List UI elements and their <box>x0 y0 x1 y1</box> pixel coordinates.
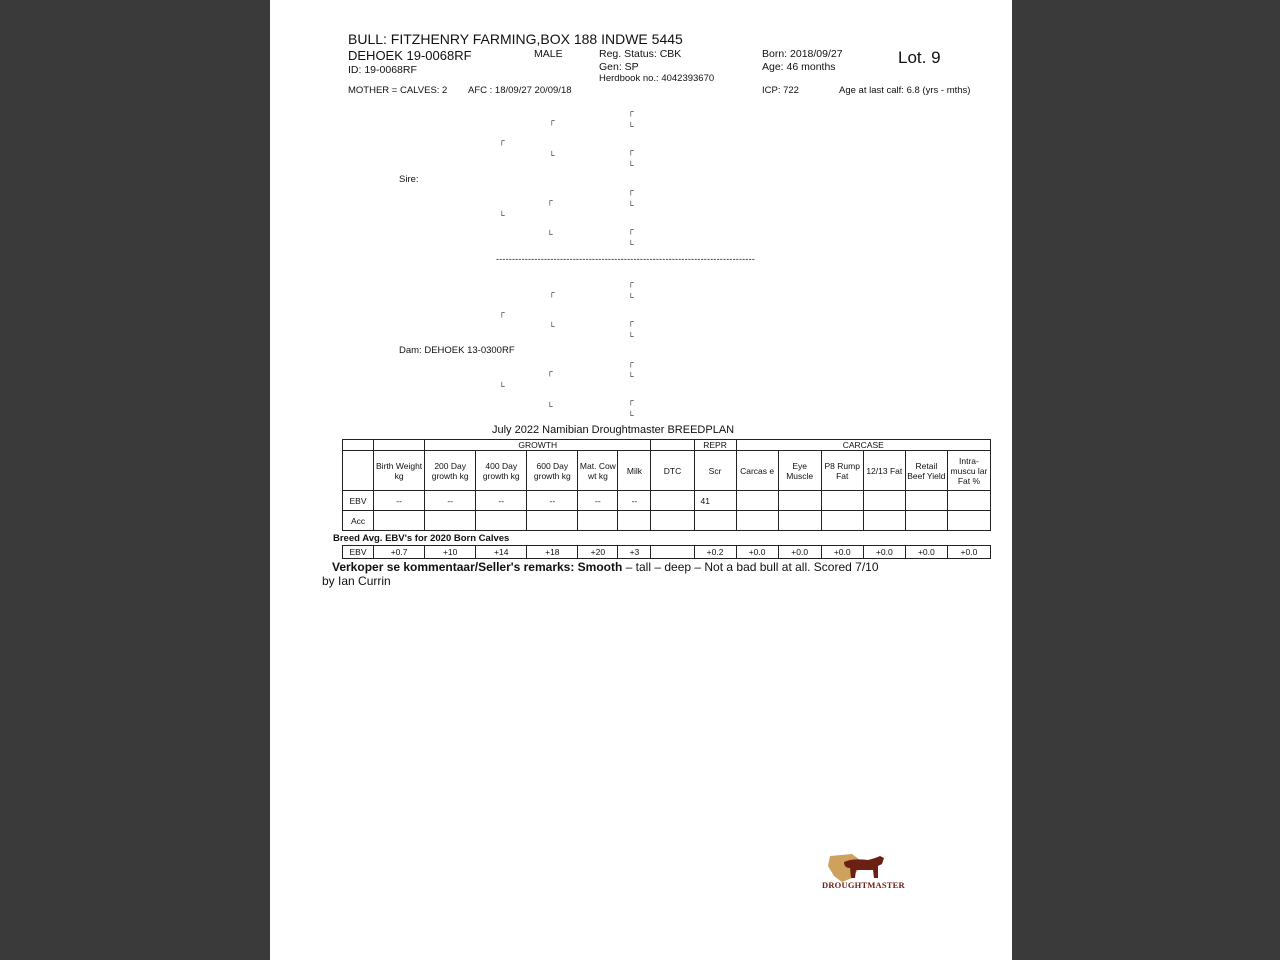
pedigree-bracket: └ <box>547 402 553 411</box>
pedigree-bracket: └ <box>499 211 505 220</box>
ebv-row <box>343 491 991 511</box>
acc-cell <box>947 511 990 531</box>
pedigree-bracket: └ <box>549 322 555 331</box>
pedigree-bracket: ┌ <box>628 186 634 195</box>
breed-avg-table <box>342 545 991 559</box>
pedigree-bracket: ┌ <box>628 358 634 367</box>
avg-cell: +0.0 <box>863 546 905 559</box>
col-header: Intra-muscu lar Fat % <box>947 451 990 491</box>
bull-sex: MALE <box>534 48 563 60</box>
col-header: 400 Day growth kg <box>476 451 527 491</box>
pedigree-bracket: ┌ <box>628 146 634 155</box>
acc-cell <box>863 511 905 531</box>
age-last-calf: Age at last calf: 6.8 (yrs - mths) <box>839 85 971 96</box>
pedigree-bracket: ┌ <box>628 278 634 287</box>
pedigree-bracket: └ <box>549 151 555 160</box>
afc-dates: AFC : 18/09/27 20/09/18 <box>468 85 572 96</box>
avg-cell: +0.0 <box>821 546 863 559</box>
ebv-cell <box>905 491 947 511</box>
born-date: Born: 2018/09/27 <box>762 48 843 60</box>
breed-avg-title: Breed Avg. EBV's for 2020 Born Calves <box>333 533 510 544</box>
acc-cell <box>425 511 476 531</box>
herdbook-number: Herdbook no.: 4042393670 <box>599 73 715 84</box>
col-header: Eye Muscle <box>778 451 821 491</box>
empty-cell <box>374 440 425 451</box>
ebv-cell: 41 <box>694 491 736 511</box>
col-header: Retail Beef Yield <box>905 451 947 491</box>
ebv-cell: -- <box>578 491 618 511</box>
breedplan-title: July 2022 Namibian Droughtmaster BREEDPLAN <box>492 424 735 436</box>
pedigree-bracket: └ <box>499 382 505 391</box>
pedigree-bracket: ┌ <box>547 196 553 205</box>
col-header: DTC <box>651 451 694 491</box>
avg-cell: +20 <box>578 546 618 559</box>
ebv-cell <box>778 491 821 511</box>
reg-status: Reg. Status: CBK <box>599 48 682 60</box>
bull-owner-line: BULL: FITZHENRY FARMING,BOX 188 INDWE 5445 <box>348 31 683 47</box>
acc-cell <box>694 511 736 531</box>
dam-label: Dam: DEHOEK 13-0300RF <box>399 345 515 356</box>
avg-cell: +0.0 <box>778 546 821 559</box>
avg-cell: +3 <box>618 546 651 559</box>
acc-cell <box>578 511 618 531</box>
avg-cell <box>651 546 694 559</box>
col-header: 600 Day growth kg <box>527 451 578 491</box>
ebv-cell: -- <box>527 491 578 511</box>
ebv-cell: -- <box>374 491 425 511</box>
group-header-row <box>343 440 991 451</box>
ebv-cell: -- <box>476 491 527 511</box>
pedigree-bracket: ┌ <box>628 225 634 234</box>
ebv-cell: -- <box>425 491 476 511</box>
pedigree-bracket: ┌ <box>628 317 634 326</box>
col-header: P8 Rump Fat <box>821 451 863 491</box>
pedigree-bracket: └ <box>547 230 553 239</box>
breedplan-table <box>342 439 991 531</box>
pedigree-bracket: └ <box>628 201 634 210</box>
icp-value: ICP: 722 <box>762 85 799 96</box>
pedigree-bracket: └ <box>628 240 634 249</box>
avg-cell: +14 <box>476 546 527 559</box>
pedigree-bracket: └ <box>628 372 634 381</box>
bull-name: DEHOEK 19-0068RF <box>348 48 472 63</box>
col-header: Birth Weight kg <box>374 451 425 491</box>
sire-label: Sire: <box>399 174 419 185</box>
col-header: Scr <box>694 451 736 491</box>
col-header: Mat. Cow wt kg <box>578 451 618 491</box>
pedigree-bracket: ┌ <box>628 396 634 405</box>
empty-cell <box>343 451 374 491</box>
empty-cell <box>343 440 374 451</box>
column-header-row <box>343 451 991 491</box>
col-header: Milk <box>618 451 651 491</box>
ebv-cell <box>736 491 778 511</box>
acc-cell <box>476 511 527 531</box>
col-header: 200 Day growth kg <box>425 451 476 491</box>
ebv-cell <box>863 491 905 511</box>
group-repr: REPR <box>694 440 736 451</box>
avg-cell: +18 <box>527 546 578 559</box>
mother-calves: MOTHER = CALVES: 2 <box>348 85 448 96</box>
row-label: EBV <box>343 546 374 559</box>
acc-cell <box>527 511 578 531</box>
lot-number: Lot. 9 <box>898 48 941 67</box>
pedigree-bracket: └ <box>628 411 634 420</box>
pedigree-bracket: ┌ <box>499 308 505 317</box>
avg-cell: +10 <box>425 546 476 559</box>
acc-cell <box>778 511 821 531</box>
document-page <box>270 0 1012 960</box>
gen-value: Gen: SP <box>599 61 639 73</box>
age-value: Age: 46 months <box>762 61 836 73</box>
acc-row <box>343 511 991 531</box>
avg-cell: +0.0 <box>905 546 947 559</box>
avg-cell: +0.7 <box>374 546 425 559</box>
pedigree-bracket: └ <box>628 332 634 341</box>
acc-cell <box>651 511 694 531</box>
avg-cell: +0.0 <box>736 546 778 559</box>
logo-text: DROUGHTMASTER <box>822 880 905 890</box>
pedigree-bracket: └ <box>628 161 634 170</box>
pedigree-bracket: └ <box>628 293 634 302</box>
row-label: Acc <box>343 511 374 531</box>
empty-cell <box>651 440 694 451</box>
remarks-author: by Ian Currin <box>322 574 391 588</box>
ebv-cell <box>821 491 863 511</box>
acc-cell <box>374 511 425 531</box>
acc-cell <box>736 511 778 531</box>
group-carcase: CARCASE <box>736 440 990 451</box>
avg-cell: +0.2 <box>694 546 736 559</box>
acc-cell <box>821 511 863 531</box>
pedigree-bracket: ┌ <box>499 136 505 145</box>
group-growth: GROWTH <box>425 440 651 451</box>
acc-cell <box>618 511 651 531</box>
remarks-text: – tall – deep – Not a bad bull at all. Scored 7/10 <box>622 560 879 574</box>
col-header: Carcas e <box>736 451 778 491</box>
seller-remarks <box>332 560 879 574</box>
breed-avg-row <box>343 546 991 559</box>
pedigree-bracket: ┌ <box>628 107 634 116</box>
acc-cell <box>905 511 947 531</box>
pedigree-bracket: └ <box>628 122 634 131</box>
avg-cell: +0.0 <box>947 546 990 559</box>
remarks-lead: Verkoper se kommentaar/Seller's remarks: Smooth <box>332 560 623 574</box>
droughtmaster-logo <box>822 852 905 894</box>
bull-id: ID: 19-0068RF <box>348 64 417 76</box>
ebv-cell <box>947 491 990 511</box>
pedigree-bracket: ┌ <box>549 288 555 297</box>
ebv-cell: -- <box>618 491 651 511</box>
ebv-cell <box>651 491 694 511</box>
col-header: 12/13 Fat <box>863 451 905 491</box>
pedigree-bracket: ┌ <box>547 367 553 376</box>
row-label: EBV <box>343 491 374 511</box>
pedigree-bracket: ┌ <box>549 116 555 125</box>
pedigree-divider: --------------------------------------------------------------------------------- <box>496 254 755 264</box>
